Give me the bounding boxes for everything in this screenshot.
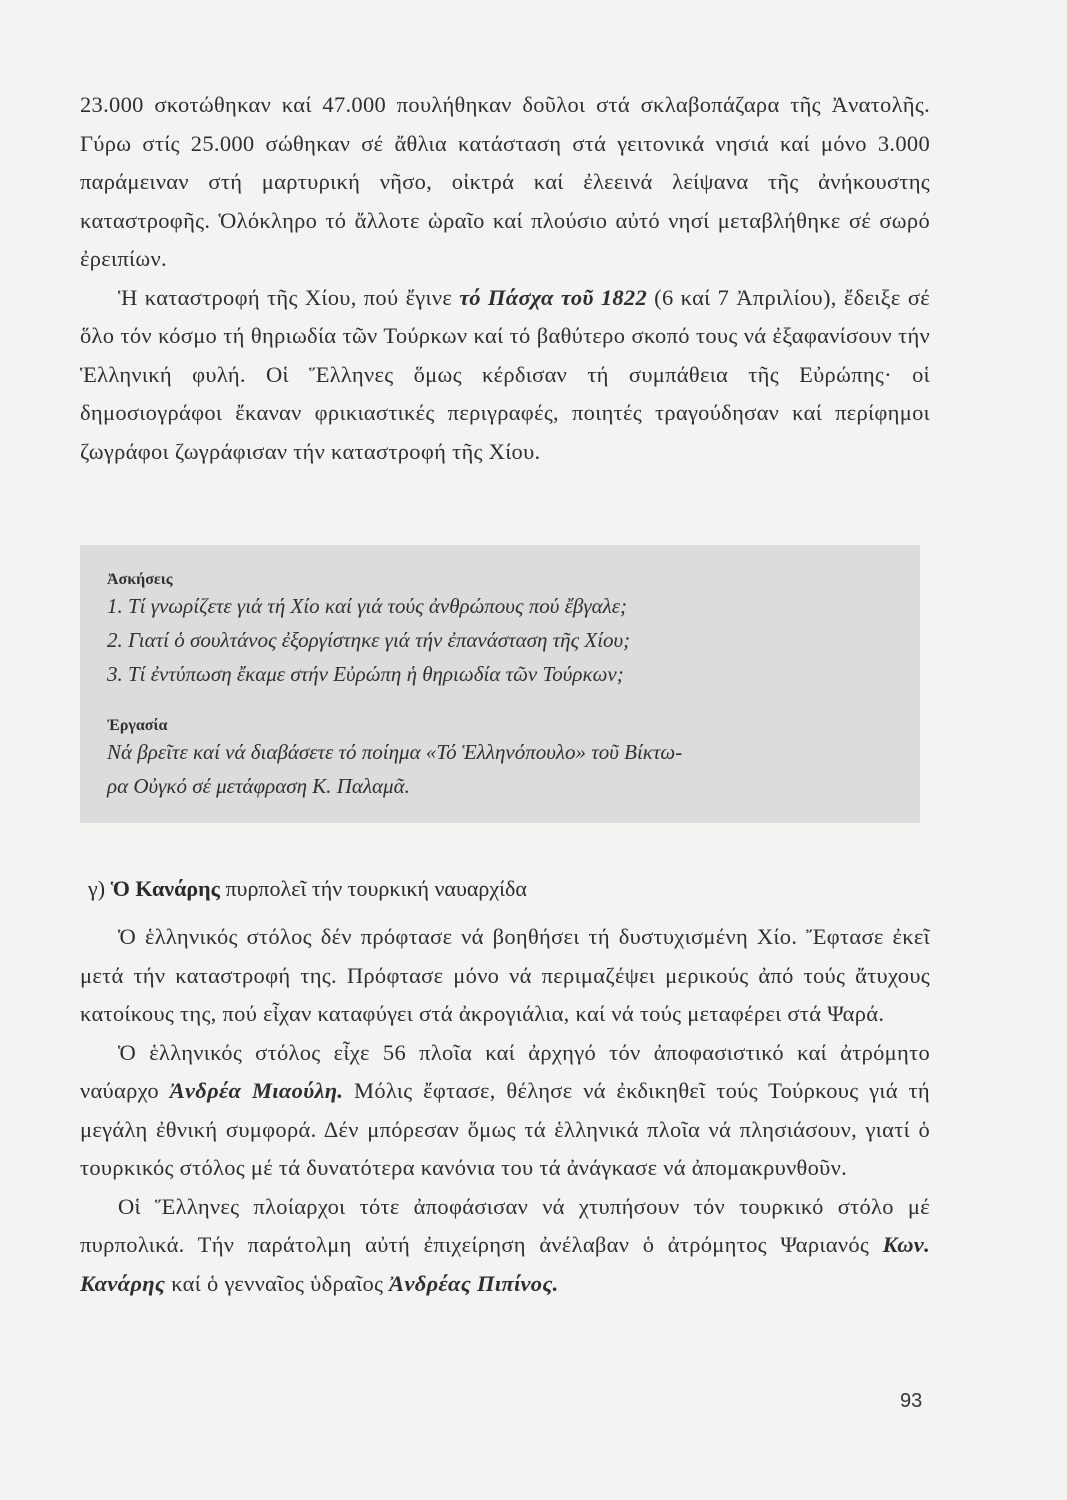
exercise-question: 3. Τί ἐντύπωση ἔκαμε στήν Εὐρώπη ἡ θηριωδία τῶν Τούρκων; xyxy=(107,662,624,686)
paragraph-text: Οἱ Ἕλληνες πλοίαρχοι τότε ἀποφάσισαν νά χτυπήσουν τόν τουρκικό στόλο μέ πυρπολικά. Τήν παράτολμη αὐτή ἐπιχείρηση ἀνέλαβαν ὁ ἀτρόμητος Ψαριανός xyxy=(80,1193,930,1257)
exercises-box xyxy=(80,545,920,823)
paragraph-fireships xyxy=(80,1188,930,1304)
paragraph-text: καί ὁ γενναῖος ὑδραῖος xyxy=(165,1270,390,1296)
section-title-rest: πυρπολεῖ τήν τουρκική ναυαρχίδα xyxy=(225,876,527,901)
paragraph-text: Ἡ καταστροφή τῆς Χίου, πού ἔγινε xyxy=(118,284,460,310)
emphasis-pipinos: Ἀνδρέας Πιπίνος. xyxy=(389,1270,559,1296)
section-title-bold: Ὁ Κανάρης xyxy=(110,876,220,901)
section-heading xyxy=(88,876,928,902)
section-prefix: γ) xyxy=(88,876,106,901)
exercise-question: 2. Γιατί ὁ σουλτάνος ἐξοργίστηκε γιά τήν ἐπανάσταση τῆς Χίου; xyxy=(107,628,631,652)
emphasis-kanaris: Κων. Κανάρης xyxy=(80,1232,930,1296)
paragraph-fleet-arrival: Ὁ ἑλληνικός στόλος δέν πρόφτασε νά βοηθήσει τή δυστυχισμένη Χίο. Ἔφτασε ἐκεῖ μετά τήν καταστροφή της. Πρόφτασε μόνο νά περιμαζέψει μερικούς ἀπό τούς ἄτυχους κατοίκους της, πού εἶχαν καταφύγει στά ἀκρογιάλια, καί νά τούς μεταφέρει στά Ψαρά. xyxy=(80,924,930,1026)
emphasis-easter-1822: τό Πάσχα τοῦ 1822 xyxy=(459,284,648,310)
task-text-line: Νά βρεῖτε καί νά διαβάσετε τό ποίημα «Τό Ἑλληνόπουλο» τοῦ Βίκτω- xyxy=(107,740,683,764)
paragraph-text: Ὁ ἑλληνικός στόλος εἶχε 56 πλοῖα καί ἀρχηγό τόν ἀποφασιστικό καί ἀτρόμητο ναύαρχο xyxy=(80,1039,930,1103)
paragraph-miaoulis xyxy=(80,1034,930,1188)
paragraph-chios-casualties: 23.000 σκοτώθηκαν καί 47.000 πουλήθηκαν δοῦλοι στά σκλαβοπάζαρα τῆς Ἀνατολῆς. Γύρω στίς 25.000 σώθηκαν σέ ἄθλια κατάσταση στά γειτονικά νησιά καί μόνο 3.000 παράμειναν στή μαρτυρική νῆσο, οἰκτρά καί ἐλεεινά λείψανα τῆς ἀνήκουστης καταστροφῆς. Ὁλόκληρο τό ἄλλοτε ὡραῖο καί πλούσιο αὐτό νησί μεταβλήθηκε σέ σωρό ἐρειπίων. xyxy=(80,92,930,271)
paragraph-text: Μόλις ἔφτασε, θέλησε νά ἐκδικηθεῖ τούς Τούρκους γιά τή μεγάλη ἐθνική συμφορά. Δέν μπόρεσαν ὅμως τά ἑλληνικά πλοῖα νά πλησιάσουν, γιατί ὁ τουρκικός στόλος μέ τά δυνατότερα κανόνια του τά ἀνάγκασε νά ἀπομακρυνθοῦν. xyxy=(80,1078,930,1180)
bottom-text-block xyxy=(80,918,930,1303)
exercise-question: 1. Τί γνωρίζετε γιά τή Χίο καί γιά τούς ἀνθρώπους πού ἔβγαλε; xyxy=(107,594,628,618)
exercises-heading: Ἀσκήσεις xyxy=(107,571,173,588)
paragraph-text: (6 καί 7 Ἀπριλίου), ἔδειξε σέ ὅλο τόν κόσμο τή θηριωδία τῶν Τούρκων καί τό βαθύτερο σκοπό τους νά ἐξαφανίσουν τήν Ἑλληνική φυλή. Οἱ Ἕλληνες ὅμως κέρδισαν τή συμπάθεια τῆς Εὐρώπης· οἱ δημοσιογράφοι ἔκαναν φρικιαστικές περιγραφές, ποιητές τραγούδησαν καί περίφημοι ζωγράφοι ζωγράφισαν τήν καταστροφή τῆς Χίου. xyxy=(80,284,930,464)
paragraph-chios-destruction xyxy=(80,279,930,472)
top-text-block xyxy=(80,86,930,471)
task-heading: Ἐργασία xyxy=(107,717,168,734)
task-text-line: ρα Οὐγκό σέ μετάφραση Κ. Παλαμᾶ. xyxy=(107,774,410,798)
emphasis-miaoulis: Ἀνδρέα Μιαούλη. xyxy=(169,1078,344,1103)
page-number: 93 xyxy=(900,1390,923,1412)
